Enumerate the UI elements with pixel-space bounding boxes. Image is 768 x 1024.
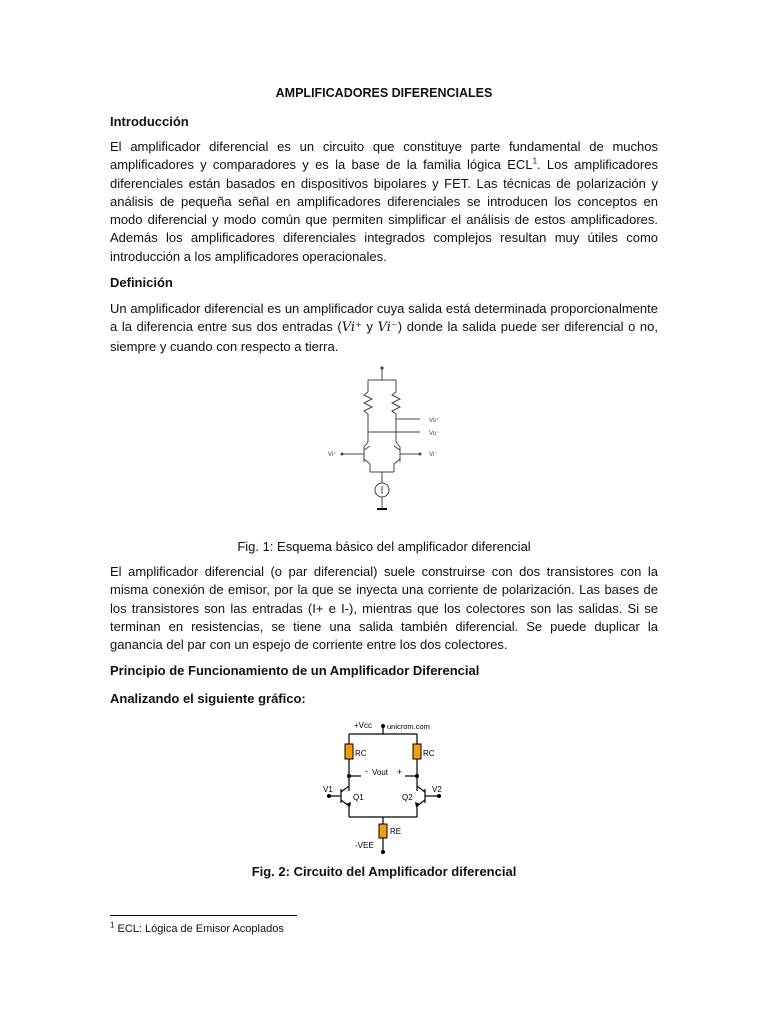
fig2-label-rc-right: RC — [423, 749, 435, 758]
v1-terminal — [327, 794, 331, 798]
fig1-label-vo-plus: Vo⁺ — [429, 418, 440, 424]
vout-minus-node — [347, 774, 351, 778]
fig2-label-v1: V1 — [323, 785, 333, 794]
definition-and: y — [361, 319, 378, 335]
fig2-label-vcc: +Vcc — [354, 721, 373, 730]
footnote — [110, 920, 284, 935]
footnote-reference[interactable]: 1 — [532, 156, 538, 166]
rc-right-resistor — [413, 744, 421, 759]
fig1-label-vi-plus: Vi⁺ — [328, 452, 337, 458]
math-vi-minus: Vi⁻ — [377, 320, 398, 336]
vee-terminal — [381, 850, 385, 854]
rc-left-resistor — [345, 744, 353, 759]
footnote-text: ECL: Lógica de Emisor Acoplados — [114, 923, 284, 935]
fig2-label-q2: Q2 — [402, 793, 413, 802]
fig2-vout-minus-sign: - — [365, 766, 368, 776]
fig2-label-q1: Q1 — [353, 793, 364, 802]
figure-2-circuit — [315, 714, 455, 856]
definition-paragraph — [110, 300, 658, 356]
definition-text-2: ) donde la salida puede ser diferencial o no, siempre y cuando con respecto a tierra. — [110, 319, 658, 354]
definition-text-1: Un amplificador diferencial es un amplificador cuya salida está determinada proporcionalmente a la diferencia entre sus dos entradas ( — [110, 301, 658, 335]
definition-heading: Definición — [110, 275, 173, 290]
intro-text-2: . Los amplificadores diferenciales están basados en dispositivos bipolares y FET. Las técnicas de polarización y análisis de pequeña señal en amplificadores diferenciales se introducen los conceptos en modo diferencial y modo común que permiten simplificar el análisis de estos amplificadores. Además los amplificadores diferenciales integrados complejos resultan muy útiles como introducción a los amplificadores operacionales. — [110, 157, 658, 264]
vi-minus-node — [419, 453, 422, 456]
body-paragraph-3: El amplificador diferencial (o par diferencial) suele construirse con dos transistores con la misma conexión de emisor, por la que se inyecta una corriente de polarización. Las bases de los transistores son las entradas (I+ e I-), mientras que los colectores son las salidas. Si se terminan en resistencias, se tiene una salida también diferencial. Se puede duplicar la ganancia del par con un espejo de corriente entre los dos colectores. — [110, 564, 658, 653]
fig2-label-rc-left: RC — [355, 749, 367, 758]
vi-plus-node — [341, 453, 344, 456]
fig2-watermark: unicrom.com — [387, 722, 430, 731]
intro-paragraph — [110, 138, 658, 266]
figure-2-caption: Fig. 2: Circuito del Amplificador diferencial — [251, 864, 517, 879]
footnote-separator — [110, 915, 297, 916]
principle-heading: Principio de Funcionamiento de un Amplificador Diferencial — [110, 663, 480, 678]
fig2-label-v2: V2 — [432, 785, 442, 794]
fig2-label-vout: Vout — [372, 768, 389, 777]
v2-terminal — [437, 794, 441, 798]
fig2-label-re: RE — [390, 827, 402, 836]
figure-1-caption: Fig. 1: Esquema básico del amplificador diferencial — [237, 539, 531, 554]
footnote-mark: 1 — [110, 920, 115, 930]
intro-text-1: El amplificador diferencial es un circuito que constituye parte fundamental de muchos amplificadores y comparadores y es la base de la familia lógica ECL — [110, 139, 658, 173]
vout-plus-node — [415, 774, 419, 778]
vcc-terminal — [381, 724, 385, 728]
intro-heading: Introducción — [110, 114, 189, 129]
figure-1-schematic — [320, 362, 450, 517]
math-vi-plus: Vi⁺ — [341, 320, 362, 336]
re-resistor — [379, 824, 387, 838]
vcc-node — [380, 366, 383, 369]
fig2-vout-plus-sign: + — [397, 767, 403, 777]
analyzing-text: Analizando el siguiente gráfico: — [110, 691, 306, 706]
fig1-label-vo-minus: Vo⁻ — [429, 431, 440, 437]
document-title: AMPLIFICADORES DIFERENCIALES — [275, 86, 493, 100]
fig1-label-vi-minus: Vi⁻ — [429, 452, 438, 458]
fig2-label-vee: -VEE — [355, 841, 374, 850]
